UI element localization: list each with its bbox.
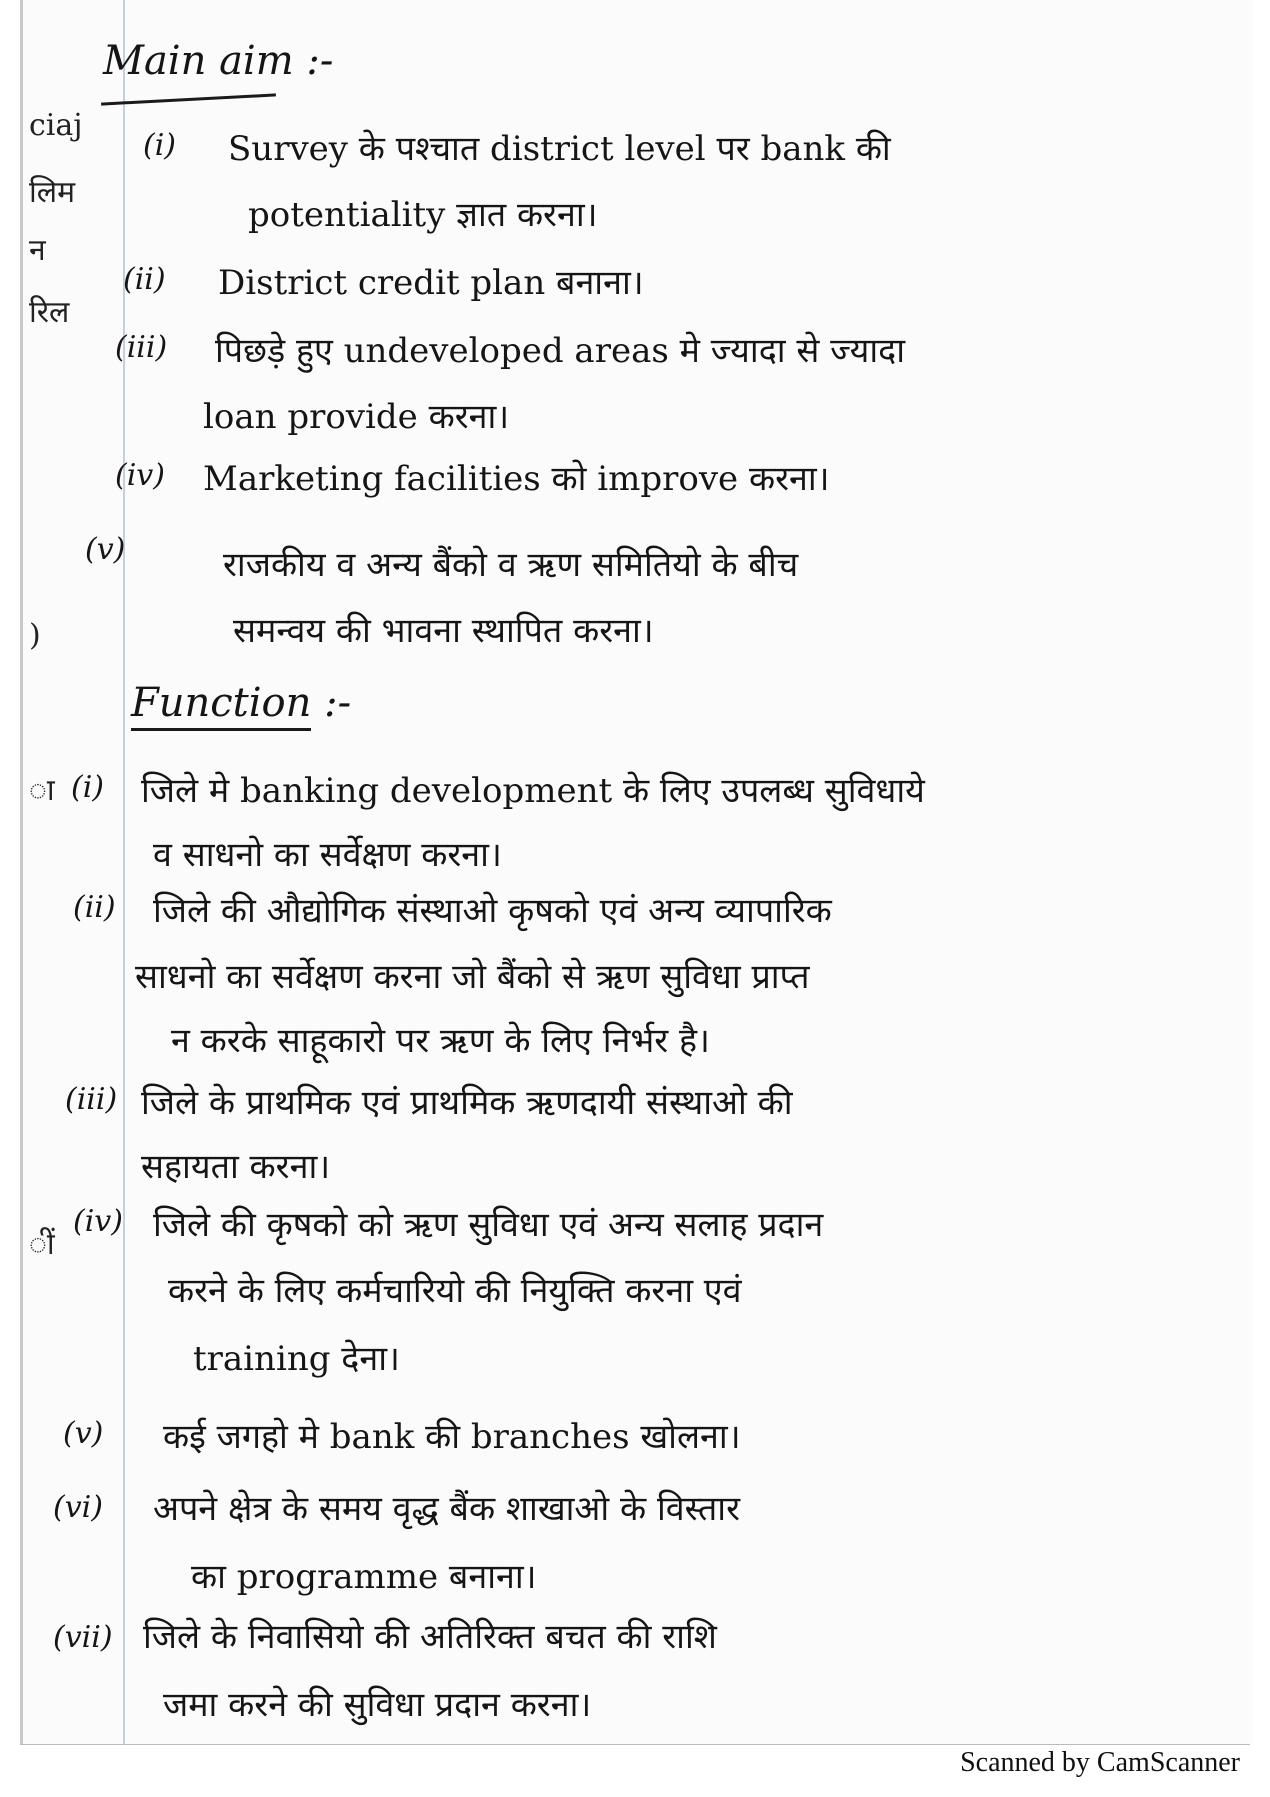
function-num-5: (v) [63,1416,104,1451]
main-aim-line: District credit plan बनाना। [218,263,644,303]
function-line: जिले मे banking development के लिए उपलब्ध सुविधाये [141,771,925,811]
edge-fragment: ीं [29,1227,55,1262]
main-aim-line: potentiality ज्ञात करना। [248,195,598,235]
main-aim-num-5: (v) [85,532,126,567]
main-aim-num-4: (iv) [115,458,165,493]
function-line: जिले की औद्योगिक संस्थाओ कृषको एवं अन्य व्यापारिक [153,891,832,931]
edge-fragment: न [29,233,46,268]
main-aim-num-3: (iii) [115,330,168,365]
function-line: न करके साहूकारो पर ऋण के लिए निर्भर है। [171,1021,710,1061]
main-aim-num-1: (i) [143,128,177,163]
function-num-7: (vii) [53,1620,113,1655]
edge-fragment: रिल [29,295,70,330]
function-line: जमा करने की सुविधा प्रदान करना। [163,1685,592,1725]
edge-fragment: ा [29,773,55,808]
main-aim-num-2: (ii) [123,262,166,297]
heading-underline [101,93,276,105]
function-num-3: (iii) [65,1082,118,1117]
function-line: जिले के प्राथमिक एवं प्राथमिक ऋणदायी संस्थाओ की [141,1083,793,1123]
main-aim-line: Marketing facilities को improve करना। [203,459,830,499]
edge-fragment: ciaj [29,108,83,143]
function-line: का programme बनाना। [191,1557,537,1597]
scanner-watermark: Scanned by CamScanner [960,1747,1240,1778]
function-num-4: (iv) [73,1204,123,1239]
main-aim-line: राजकीय व अन्य बैंको व ऋण समितियो के बीच [223,545,799,585]
function-line: कई जगहो मे bank की branches खोलना। [163,1417,741,1457]
function-line: करने के लिए कर्मचारियो की नियुक्ति करना एवं [168,1271,742,1311]
function-line: सहायता करना। [141,1147,331,1187]
edge-fragment: ) [29,618,41,653]
heading-underline [131,728,311,731]
function-line: साधनो का सर्वेक्षण करना जो बैंको से ऋण सुविधा प्राप्त [135,957,810,997]
function-heading: Function :- [131,680,352,726]
function-num-6: (vi) [53,1490,103,1525]
left-edge-fragments [23,0,83,1745]
function-line: व साधनो का सर्वेक्षण करना। [153,835,502,875]
main-aim-line: पिछड़े हुए undeveloped areas मे ज्यादा से ज्यादा [215,331,906,371]
main-aim-line: समन्वय की भावना स्थापित करना। [233,611,654,651]
notebook-page [20,0,1253,1745]
main-aim-heading: Main aim :- [103,38,334,84]
edge-fragment: लिम [29,175,76,210]
function-num-1: (i) [71,770,105,805]
main-aim-line: loan provide करना। [203,397,510,437]
function-line: जिले की कृषको को ऋण सुविधा एवं अन्य सलाह प्रदान [153,1205,824,1245]
main-aim-line: Survey के पश्चात district level पर bank की [228,129,891,169]
function-line: अपने क्षेत्र के समय वृद्ध बैंक शाखाओ के विस्तार [153,1489,740,1529]
function-line: training देना। [193,1339,400,1379]
footer-divider [20,1744,1250,1745]
function-num-2: (ii) [73,890,116,925]
function-line: जिले के निवासियो की अतिरिक्त बचत की राशि [143,1617,717,1657]
